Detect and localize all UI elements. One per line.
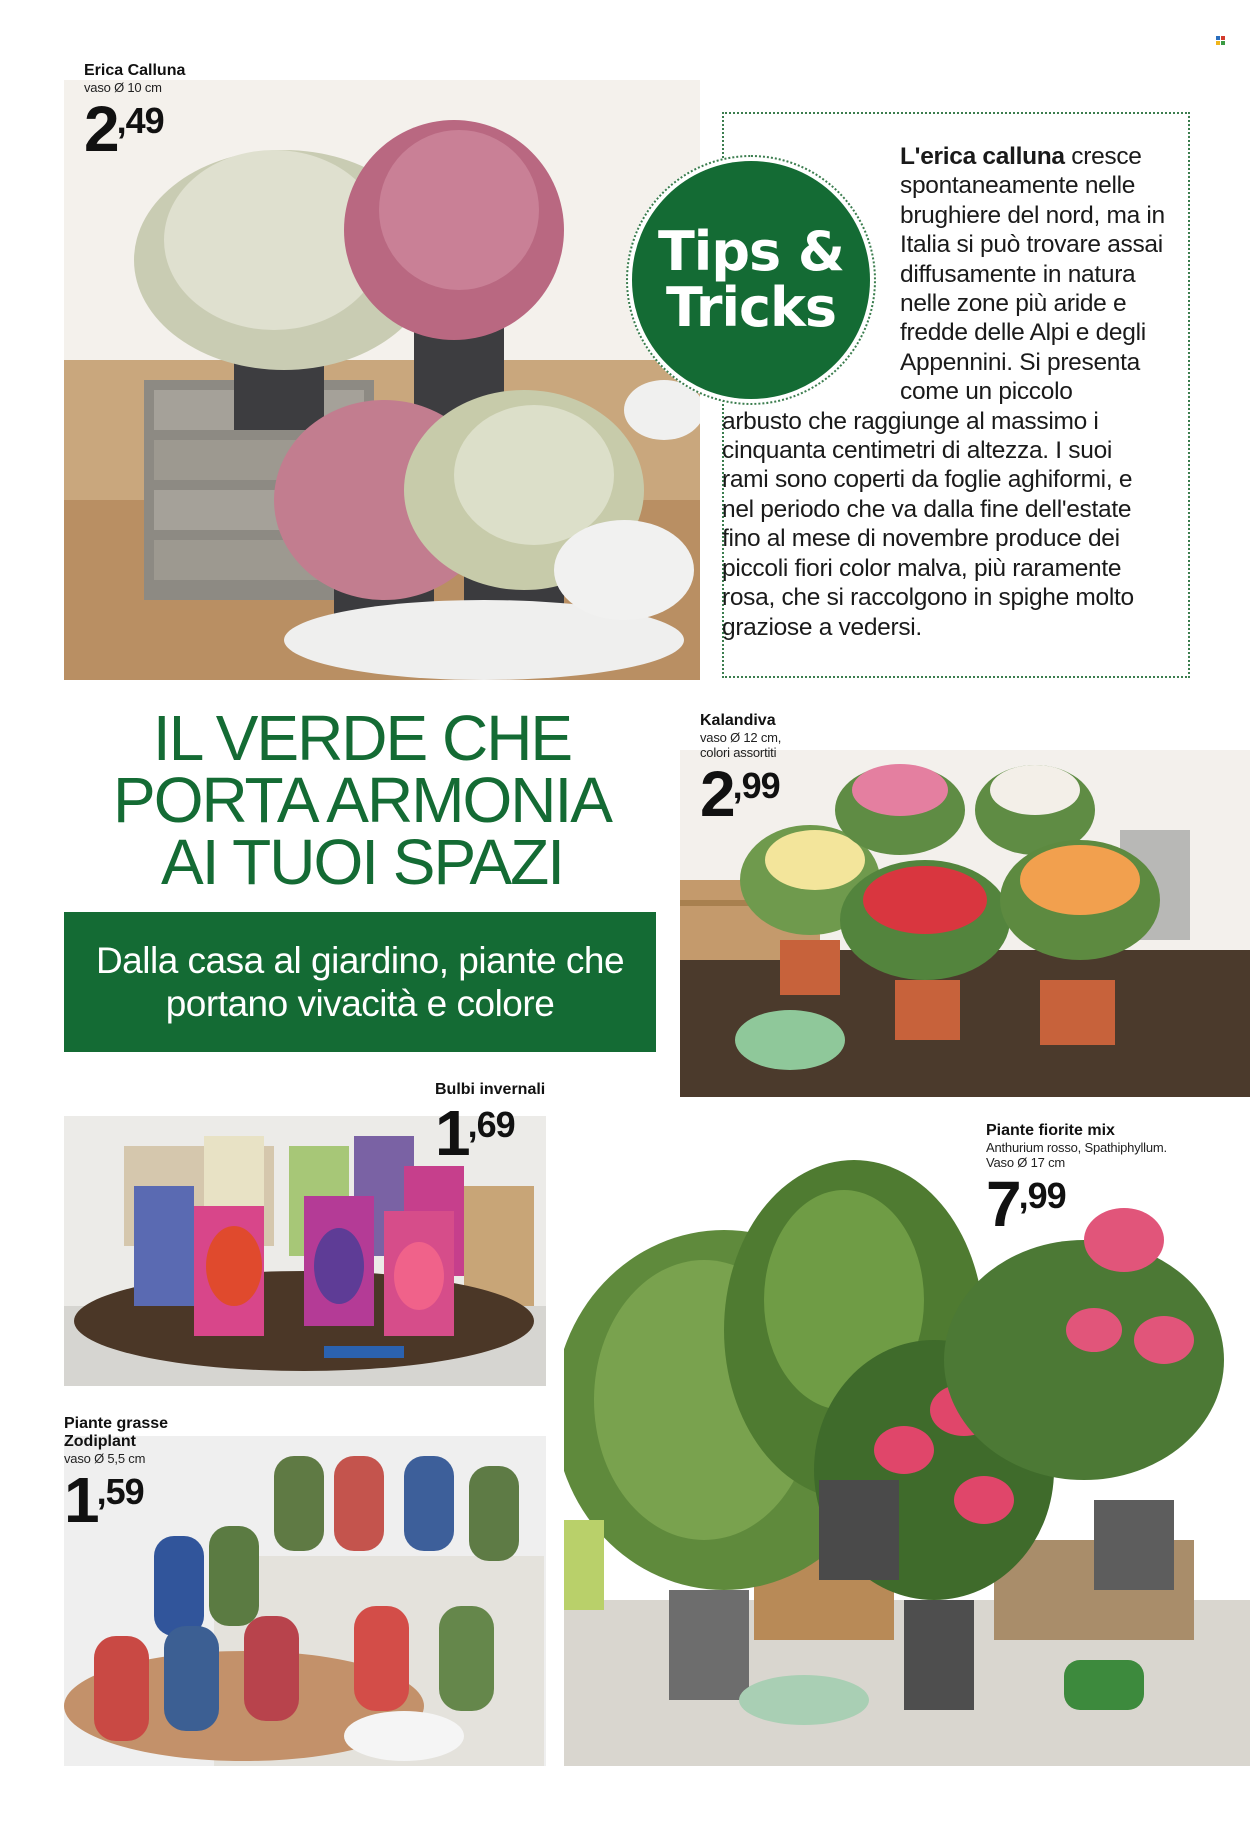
grasse-name: Piante grasse <box>64 1415 169 1432</box>
corner-mark-icon <box>1216 36 1225 45</box>
tips-line: brughiere del nord, ma in <box>900 201 1165 229</box>
banner-line: portano vivacità e colore <box>165 983 555 1024</box>
fiorite-price: 7,99 <box>986 1168 1066 1240</box>
tips-line: diffusamente in natura <box>900 260 1136 288</box>
kalandiva-detail: vaso Ø 12 cm, <box>700 730 782 745</box>
tips-line: nelle zone più aride e <box>900 290 1127 318</box>
tips-line: rosa, che si raccolgono in spighe molto <box>722 584 1134 612</box>
bulbi-name: Bulbi invernali <box>435 1081 546 1098</box>
tips-line: fredde delle Alpi e degli <box>900 319 1146 347</box>
erica-name: Erica Calluna <box>84 62 186 79</box>
tips-line: Italia si può trovare assai <box>900 231 1163 259</box>
erica-label <box>84 62 186 165</box>
kalandiva-name: Kalandiva <box>700 712 776 729</box>
grasse-label <box>64 1415 169 1536</box>
tips-line: arbusto che raggiunge al massimo i <box>722 407 1099 435</box>
grasse-price: 1,59 <box>64 1464 144 1536</box>
kalandiva-detail: colori assortiti <box>700 745 777 760</box>
grasse-detail: vaso Ø 5,5 cm <box>64 1451 146 1466</box>
tips-line: spontaneamente nelle <box>900 172 1136 200</box>
tips-line: Appennini. Si presenta <box>900 348 1140 376</box>
erica-detail: vaso Ø 10 cm <box>84 80 162 95</box>
tips-line: cresce <box>1071 143 1142 170</box>
fiorite-detail: Anthurium rosso, Spathiphyllum. <box>986 1140 1167 1155</box>
headline-line: AI TUOI SPAZI <box>161 826 563 898</box>
headline-line: IL VERDE CHE <box>152 702 572 774</box>
tips-badge-line1: Tips & <box>657 220 845 283</box>
fiorite-detail: Vaso Ø 17 cm <box>986 1155 1066 1170</box>
tips-line: piccoli fiori color malva, più raramente <box>722 554 1122 582</box>
tips-line: cinquanta centimetri di altezza. I suoi <box>722 437 1113 465</box>
tips-line: come un piccolo <box>900 378 1073 406</box>
tips-line: graziose a vedersi. <box>722 613 922 641</box>
kalandiva-label <box>700 712 782 830</box>
tips-line: nel periodo che va dalla fine dell'estate <box>722 495 1132 523</box>
tips-text <box>722 142 1174 642</box>
grasse-name: Zodiplant <box>64 1433 136 1450</box>
kalandiva-price: 2,99 <box>700 758 780 830</box>
tips-line: fino al mese di novembre produce dei <box>722 525 1120 553</box>
erica-calluna-photo <box>64 80 700 680</box>
bulbi-label <box>435 1081 546 1169</box>
headline <box>72 702 652 898</box>
tips-line: rami sono coperti da foglie aghiformi, e <box>722 466 1133 494</box>
tips-badge-line2: Tricks <box>665 276 837 339</box>
erica-price: 2,49 <box>84 93 164 165</box>
subheadline-banner <box>64 912 656 1052</box>
piante-fiorite-photo <box>564 1160 1250 1766</box>
banner-line: Dalla casa al giardino, piante che <box>95 940 625 981</box>
headline-line: PORTA ARMONIA <box>113 764 611 836</box>
tips-lead: L'erica calluna <box>900 143 1065 170</box>
fiorite-label <box>986 1122 1167 1240</box>
bulbi-price: 1,69 <box>435 1097 515 1169</box>
fiorite-name: Piante fiorite mix <box>986 1122 1115 1139</box>
